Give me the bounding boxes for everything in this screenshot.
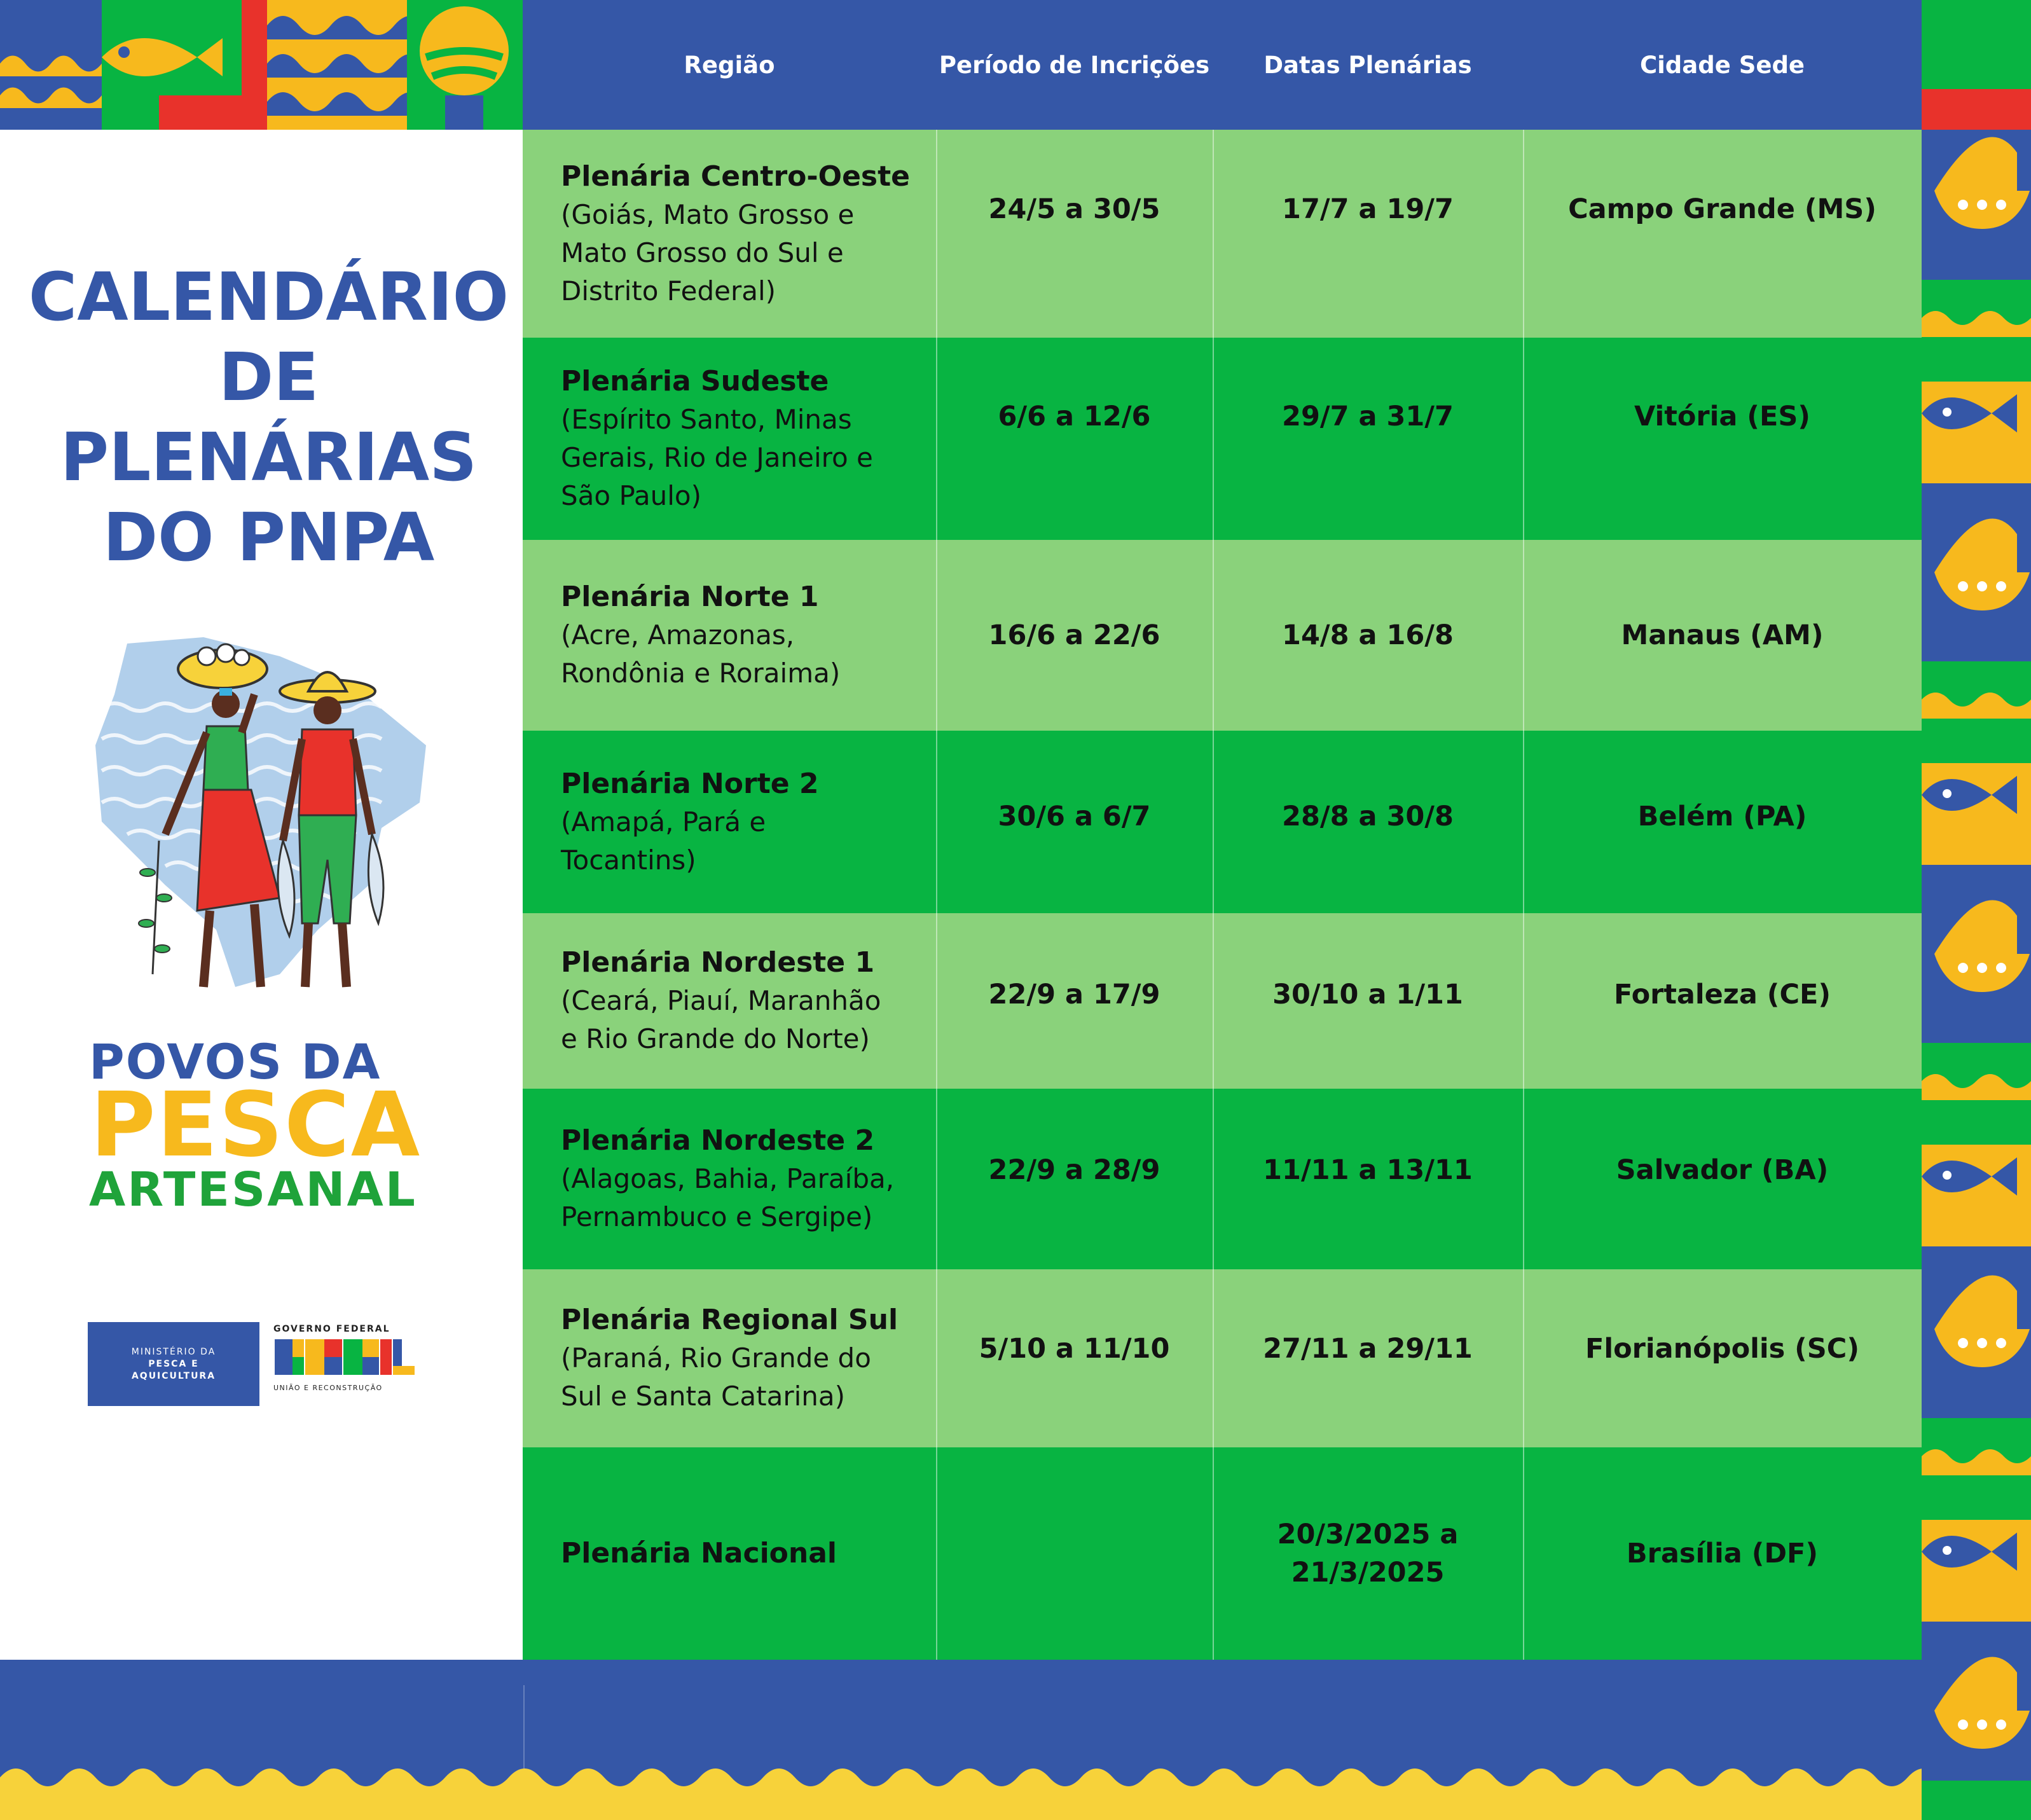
column-header-host-city: Cidade Sede	[1639, 51, 1805, 79]
decorative-pattern-right	[1922, 0, 2031, 1820]
table-row	[523, 1447, 1922, 1660]
plenary-date-line: 28/8 a 30/8	[1282, 801, 1454, 832]
brand-line-1: POVOS DA	[89, 1033, 382, 1090]
plenary-dates	[1213, 1447, 1523, 1660]
plenary-date-line: 29/7 a 31/7	[1282, 401, 1454, 432]
region-states	[561, 401, 917, 515]
host-city: Brasília (DF)	[1626, 1538, 1819, 1569]
region-name: Plenária Nordeste 2	[561, 1124, 875, 1157]
states-line: (Alagoas, Bahia, Paraíba,	[561, 1163, 895, 1194]
registration-period: 5/10 a 11/10	[979, 1333, 1170, 1365]
government-logo	[273, 1324, 420, 1407]
ministry-logo	[88, 1322, 259, 1406]
plenary-dates	[1213, 1269, 1523, 1428]
column-header-registration-period: Período de Incrições	[939, 51, 1210, 79]
states-line: (Espírito Santo, Minas	[561, 404, 852, 435]
states-line: Tocantins)	[561, 844, 696, 876]
states-line: (Amapá, Pará e	[561, 806, 766, 838]
ministry-line-1: MINISTÉRIO DA	[131, 1346, 216, 1357]
brand-line-2: PESCA	[90, 1073, 422, 1177]
plenary-date-line: 17/7 a 19/7	[1282, 193, 1454, 225]
plenary-dates	[1213, 338, 1523, 495]
table-row	[523, 540, 1922, 731]
region-states	[561, 1160, 917, 1236]
column-header-plenary-dates: Datas Plenárias	[1263, 51, 1472, 79]
table-row	[523, 338, 1922, 540]
title-line: DE	[218, 338, 319, 416]
states-line: São Paulo)	[561, 480, 701, 511]
region-states	[561, 803, 917, 879]
table-header	[523, 0, 1922, 130]
region-name: Plenária Norte 1	[561, 581, 819, 613]
registration-period: 22/9 a 28/9	[988, 1154, 1160, 1186]
states-line: Mato Grosso do Sul e	[561, 237, 844, 268]
column-divider	[936, 130, 937, 1660]
table-row	[523, 731, 1922, 913]
registration-period: 6/6 a 12/6	[998, 401, 1151, 432]
states-line: (Paraná, Rio Grande do	[561, 1342, 871, 1374]
gov-bottom-text: UNIÃO E RECONSTRUÇÃO	[273, 1384, 383, 1392]
states-line: e Rio Grande do Norte)	[561, 1023, 870, 1054]
region-name: Plenária Nacional	[561, 1537, 837, 1569]
title-line: CALENDÁRIO	[28, 258, 509, 336]
region-cell	[561, 1269, 917, 1447]
states-line: (Goiás, Mato Grosso e	[561, 198, 855, 230]
host-city: Belém (PA)	[1637, 801, 1807, 832]
fisher-people-illustration	[89, 631, 432, 1015]
registration-period: 24/5 a 30/5	[988, 193, 1160, 225]
states-line: Pernambuco e Sergipe)	[561, 1201, 873, 1232]
region-cell	[561, 1089, 917, 1269]
table-row	[523, 130, 1922, 338]
region-cell	[561, 913, 917, 1089]
left-panel	[0, 130, 523, 1660]
region-cell	[561, 540, 917, 731]
ministry-line-2: PESCA E	[148, 1358, 199, 1369]
plenary-dates	[1213, 913, 1523, 1076]
plenary-date-line: 30/10 a 1/11	[1272, 979, 1463, 1010]
gov-top-text: GOVERNO FEDERAL	[273, 1324, 390, 1334]
region-name: Plenária Norte 2	[561, 767, 819, 800]
registration-period: 30/6 a 6/7	[998, 801, 1151, 832]
states-line: Sul e Santa Catarina)	[561, 1381, 846, 1412]
host-city: Vitória (ES)	[1634, 401, 1810, 432]
plenary-date-line: 21/3/2025	[1291, 1557, 1445, 1589]
plenary-dates	[1213, 130, 1523, 289]
page-title	[0, 257, 537, 577]
ministry-line-3: AQUICULTURA	[131, 1370, 216, 1381]
registration-period: 22/9 a 17/9	[988, 979, 1160, 1010]
plenary-date-line: 20/3/2025 a	[1277, 1519, 1459, 1550]
region-name: Plenária Centro-Oeste	[561, 160, 910, 193]
column-divider	[1213, 130, 1214, 1660]
column-header-region: Região	[684, 51, 775, 79]
region-name: Plenária Regional Sul	[561, 1304, 898, 1336]
column-divider	[1523, 130, 1524, 1660]
povos-da-pesca-logo	[89, 1033, 471, 1217]
registration-period	[936, 1447, 1213, 1660]
plenary-dates	[1213, 731, 1523, 902]
region-states	[561, 196, 917, 310]
states-line: Rondônia e Roraima)	[561, 658, 841, 689]
region-cell	[561, 130, 917, 338]
table-row	[523, 1269, 1922, 1447]
decorative-pattern-top-left	[0, 0, 523, 130]
registration-period: 16/6 a 22/6	[988, 619, 1160, 651]
host-city: Manaus (AM)	[1621, 619, 1824, 651]
states-line: Distrito Federal)	[561, 275, 776, 307]
region-states	[561, 1339, 917, 1416]
states-line: (Ceará, Piauí, Maranhão	[561, 985, 881, 1016]
decorative-wave-band-bottom	[0, 1660, 1922, 1820]
table-row	[523, 1089, 1922, 1269]
region-cell	[561, 731, 917, 913]
host-city: Campo Grande (MS)	[1568, 193, 1876, 225]
region-states	[561, 982, 917, 1058]
title-line: PLENÁRIAS	[60, 418, 478, 496]
states-line: Gerais, Rio de Janeiro e	[561, 442, 873, 473]
plenary-dates	[1213, 540, 1523, 731]
plenary-dates	[1213, 1089, 1523, 1251]
plenary-date-line: 14/8 a 16/8	[1282, 619, 1454, 651]
host-city: Florianópolis (SC)	[1585, 1333, 1859, 1365]
host-city: Salvador (BA)	[1616, 1154, 1829, 1186]
host-city: Fortaleza (CE)	[1613, 979, 1831, 1010]
region-states	[561, 616, 917, 693]
brand-line-3: ARTESANAL	[89, 1162, 417, 1217]
region-name: Plenária Nordeste 1	[561, 946, 875, 979]
region-cell	[561, 1447, 917, 1660]
title-line: DO PNPA	[102, 499, 435, 576]
plenary-date-line: 27/11 a 29/11	[1263, 1333, 1473, 1365]
region-cell	[561, 338, 917, 540]
brasil-wordmark	[273, 1334, 417, 1380]
region-name: Plenária Sudeste	[561, 365, 829, 397]
states-line: (Acre, Amazonas,	[561, 619, 795, 651]
table-row	[523, 913, 1922, 1089]
plenary-date-line: 11/11 a 13/11	[1263, 1154, 1473, 1186]
